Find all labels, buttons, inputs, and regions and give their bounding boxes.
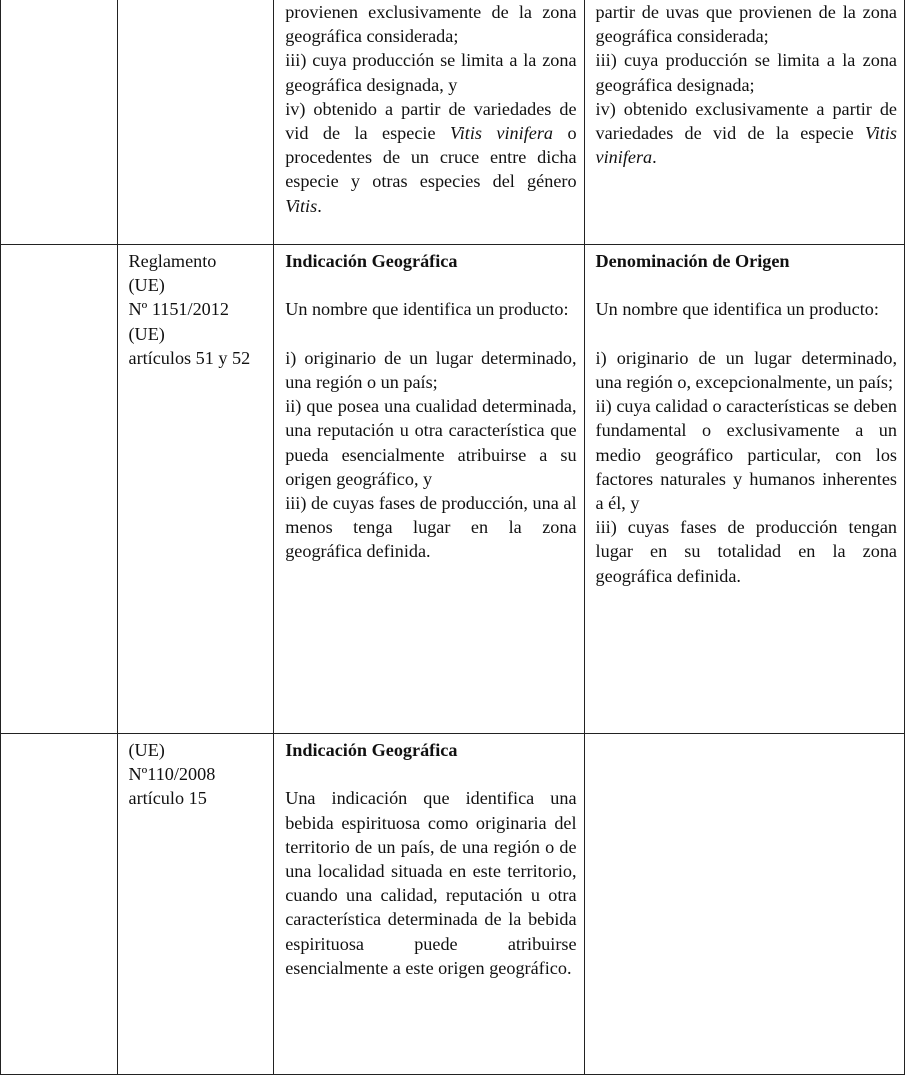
definition-item: i) originario de un lugar determinado, una región o, excepcionalmente, un país; (595, 347, 897, 392)
definition-intro: Una indicación que identifica una bebida espirituosa como originaria del territorio de un país, de una región o de una localidad situada en este territorio, cuando una calidad, reputación u otra característica determinada de la bebida espirituosa puede atribuirse esencialmente a este origen geográfico. (285, 788, 577, 978)
definition-intro: Un nombre que identifica un producto: (285, 299, 569, 320)
empty-cell (1, 734, 118, 1075)
regulation-line: (UE) (128, 323, 165, 344)
definition-line: iii) cuya producción se limita a la zona geográfica designada; (595, 50, 897, 95)
regulation-cell (117, 734, 274, 1075)
table-row (1, 0, 905, 245)
definition-item: iii) cuyas fases de producción tengan lugar en su totalidad en la zona geográfica definida. (595, 517, 897, 586)
definition-item: i) originario de un lugar determinado, una región o un país; (285, 347, 577, 392)
definition-cell (274, 0, 584, 245)
regulation-cell (117, 245, 274, 734)
definition-cell (584, 245, 904, 734)
definition-line: iv) obtenido a partir de variedades de vid de la especie Vitis vinifera o procedentes de un cruce entre dicha especie y otras especies del género Vitis. (285, 98, 577, 216)
definition-line: iv) obtenido exclusivamente a partir de variedades de vid de la especie Vitis vinifera. (595, 98, 897, 168)
regulation-line: artículo 15 (128, 788, 207, 809)
definition-intro: Un nombre que identifica un producto: (595, 299, 879, 320)
definition-line: iii) cuya producción se limita a la zona geográfica designada, y (285, 50, 577, 95)
definition-heading: Indicación Geográfica (285, 251, 458, 271)
regulation-line: Nº 1151/2012 (128, 299, 229, 320)
definition-item: ii) que posea una cualidad determinada, una reputación u otra característica que pueda esencialmente atribuirse a su origen geográfico, y (285, 396, 577, 489)
table-row (1, 734, 905, 1075)
definition-heading: Indicación Geográfica (285, 740, 458, 760)
definition-item: ii) cuya calidad o características se deben fundamental o exclusivamente a un medio geográfico particular, con los factores naturales y humanos inherentes a él, y (595, 396, 897, 513)
empty-cell (584, 734, 904, 1075)
definition-heading: Denominación de Origen (595, 251, 790, 271)
regulation-line: Reglamento (128, 251, 217, 271)
definition-item: iii) de cuyas fases de producción, una al menos tenga lugar en la zona geográfica definida. (285, 493, 577, 562)
table-row (1, 245, 905, 734)
regulation-line: artículos 51 y 52 (128, 347, 251, 368)
regulation-line: (UE) (128, 275, 165, 296)
definition-cell (274, 734, 584, 1075)
regulation-line: (UE) (128, 740, 165, 760)
regulation-cell (117, 0, 274, 245)
definition-line: partir de uvas que provienen de la zona geográfica considerada; (595, 2, 897, 47)
empty-cell (1, 0, 118, 245)
definition-line: provienen exclusivamente de la zona geográfica considerada; (285, 2, 577, 47)
regulation-line: Nº110/2008 (128, 764, 216, 785)
definition-cell (584, 0, 904, 245)
definition-cell (274, 245, 584, 734)
empty-cell (1, 245, 118, 734)
